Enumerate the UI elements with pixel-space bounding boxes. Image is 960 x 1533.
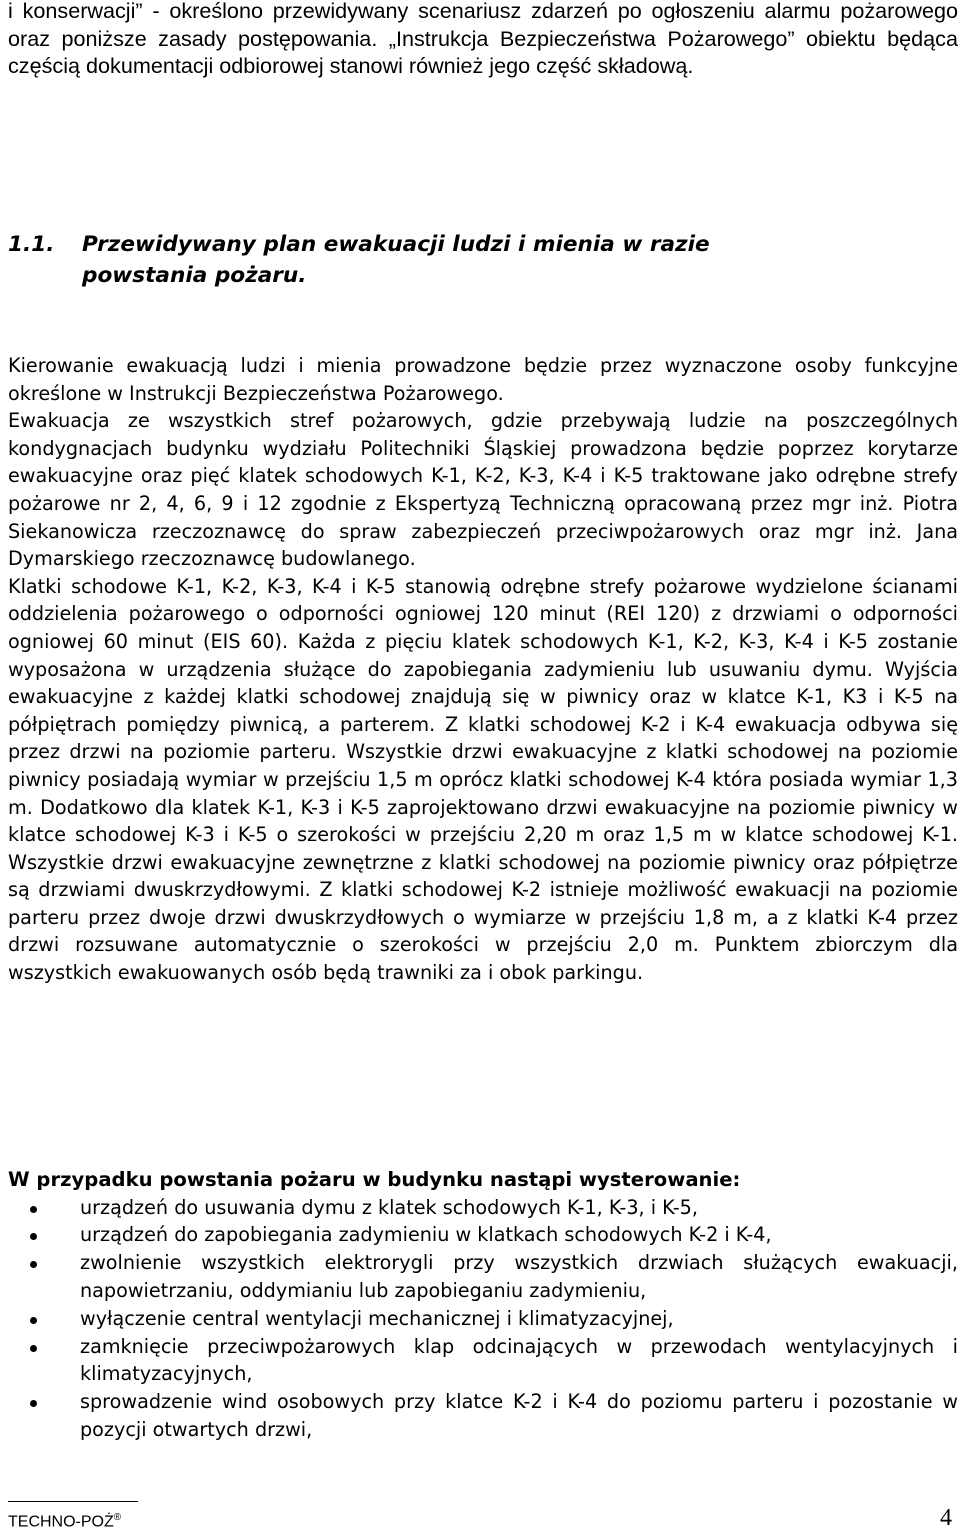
company-name: TECHNO-POŻ (8, 1513, 114, 1531)
list-item: urządzeń do zapobiegania zadymieniu w klatkach schodowych K-2 i K-4, (8, 1221, 958, 1249)
section-title-line2: powstania pożaru. (82, 263, 307, 288)
bullet-icon (30, 1261, 37, 1268)
list-item: urządzeń do usuwania dymu z klatek schodowych K-1, K-3, i K-5, (8, 1194, 958, 1222)
page-number: 4 (940, 1505, 952, 1531)
list-item: sprowadzenie wind osobowych przy klatce K-2 i K-4 do poziomu parteru i pozostanie w pozycji otwartych drzwi, (8, 1388, 958, 1444)
control-subheading: W przypadku powstania pożaru w budynku nastąpi wysterowanie: (8, 1168, 741, 1191)
paragraph-staircases: Klatki schodowe K-1, K-2, K-3, K-4 i K-5 stanowią odrębne strefy pożarowe wydzielone ścianami oddzielenia pożarowego o odporności ogniowej 120 minut (REI 120) z drzwiami o odporności ogniowej 60 minut (EIS 60). Każda z pięciu klatek schodowych K-1, K-2, K-3, K-4 i K-5 zostanie wyposażona w urządzenia służące do zapobiegania zadymieniu lub usuwaniu dymu. Wyjścia ewakuacyjne z każdej klatki schodowej znajdują się w piwnicy oraz w klatce K-1, K3 i K-5 na półpiętrach pomiędzy piwnicą, a parterem. Z klatki schodowej K-2 i K-4 ewakuacja odbywa się przez drzwi na poziomie parteru. Wszystkie drzwi ewakuacyjne z klatki schodowej na poziomie piwnicy posiadają wymiar w przejściu 1,5 m oprócz klatki schodowej K-4 która posiada wymiar 1,3 m. Dodatkowo dla klatek K-1, K-3 i K-5 zaprojektowano drzwi ewakuacyjne na poziomie piwnicy w klatce schodowej K-3 i K-5 o szerokości w przejściu 2,20 m oraz 1,5 m w klatce schodowej K-1. Wszystkie drzwi ewakuacyjne zewnętrzne z klatki schodowej na poziomie piwnicy oraz półpiętrze są drzwiami dwuskrzydłowymi. Z klatki schodowej K-2 istnieje możliwość ewakuacji na poziomie parteru przez dwoje drzwi dwuskrzydłowych o wymiarze w przejściu 1,8 m, a z klatki K-4 przez drzwi rozsuwane automatycznie o szerokości w przejściu 2,0 m. Punktem zbiorczym dla wszystkich ewakuowanych osób będą trawniki za i obok parkingu. (8, 574, 958, 985)
control-list (8, 1194, 958, 1444)
bullet-icon (30, 1233, 37, 1240)
section-heading (8, 229, 958, 291)
list-item: wyłączenie central wentylacji mechanicznej i klimatyzacyjnej, (8, 1305, 958, 1333)
list-item: zamknięcie przeciwpożarowych klap odcinających w przewodach wentylacyjnych i klimatyzacyjnych, (8, 1333, 958, 1389)
section-title-line1: Przewidywany plan ewakuacji ludzi i mienia w razie (82, 232, 710, 257)
bullet-icon (30, 1400, 37, 1407)
footer-divider (8, 1501, 138, 1502)
list-item: zwolnienie wszystkich elektrorygli przy wszystkich drzwiach służących ewakuacji, napowietrzaniu, oddymianiu lub zapobieganiu zadymieniu, (8, 1249, 958, 1305)
footer-company (8, 1508, 121, 1532)
intro-paragraph: i konserwacji” - określono przewidywany scenariusz zdarzeń po ogłoszeniu alarmu pożarowego oraz poniższe zasady postępowania. „Instrukcja Bezpieczeństwa Pożarowego” obiektu będąca częścią dokumentacji odbiorowej stanowi również jego część składową. (8, 0, 958, 78)
bullet-icon (30, 1317, 37, 1324)
registered-mark: ® (113, 1512, 122, 1523)
section-number: 1.1. (8, 232, 55, 257)
control-section (8, 1166, 958, 1444)
paragraph-management: Kierowanie ewakuacją ludzi i mienia prowadzone będzie przez wyznaczone osoby funkcyjne określone w Instrukcji Bezpieczeństwa Pożarowego. (8, 354, 958, 405)
paragraph-evacuation-routes: Ewakuacja ze wszystkich stref pożarowych, gdzie przebywają ludzie na poszczególnych kondygnacjach budynku wydziału Politechniki Śląskiej prowadzona będzie poprzez korytarze ewakuacyjne oraz pięć klatek schodowych K-1, K-2, K-3, K-4 i K-5 traktowane jako odrębne strefy pożarowe nr 2, 4, 6, 9 i 12 zgodnie z Ekspertyzą Techniczną opracowaną przez mgr inż. Piotra Siekanowicza rzeczoznawcę do spraw zabezpieczeń przeciwpożarowych oraz mgr inż. Jana Dymarskiego rzeczoznawcę budowlanego. (8, 409, 958, 571)
bullet-icon (30, 1345, 37, 1352)
bullet-icon (30, 1206, 37, 1213)
body-block (8, 352, 958, 987)
